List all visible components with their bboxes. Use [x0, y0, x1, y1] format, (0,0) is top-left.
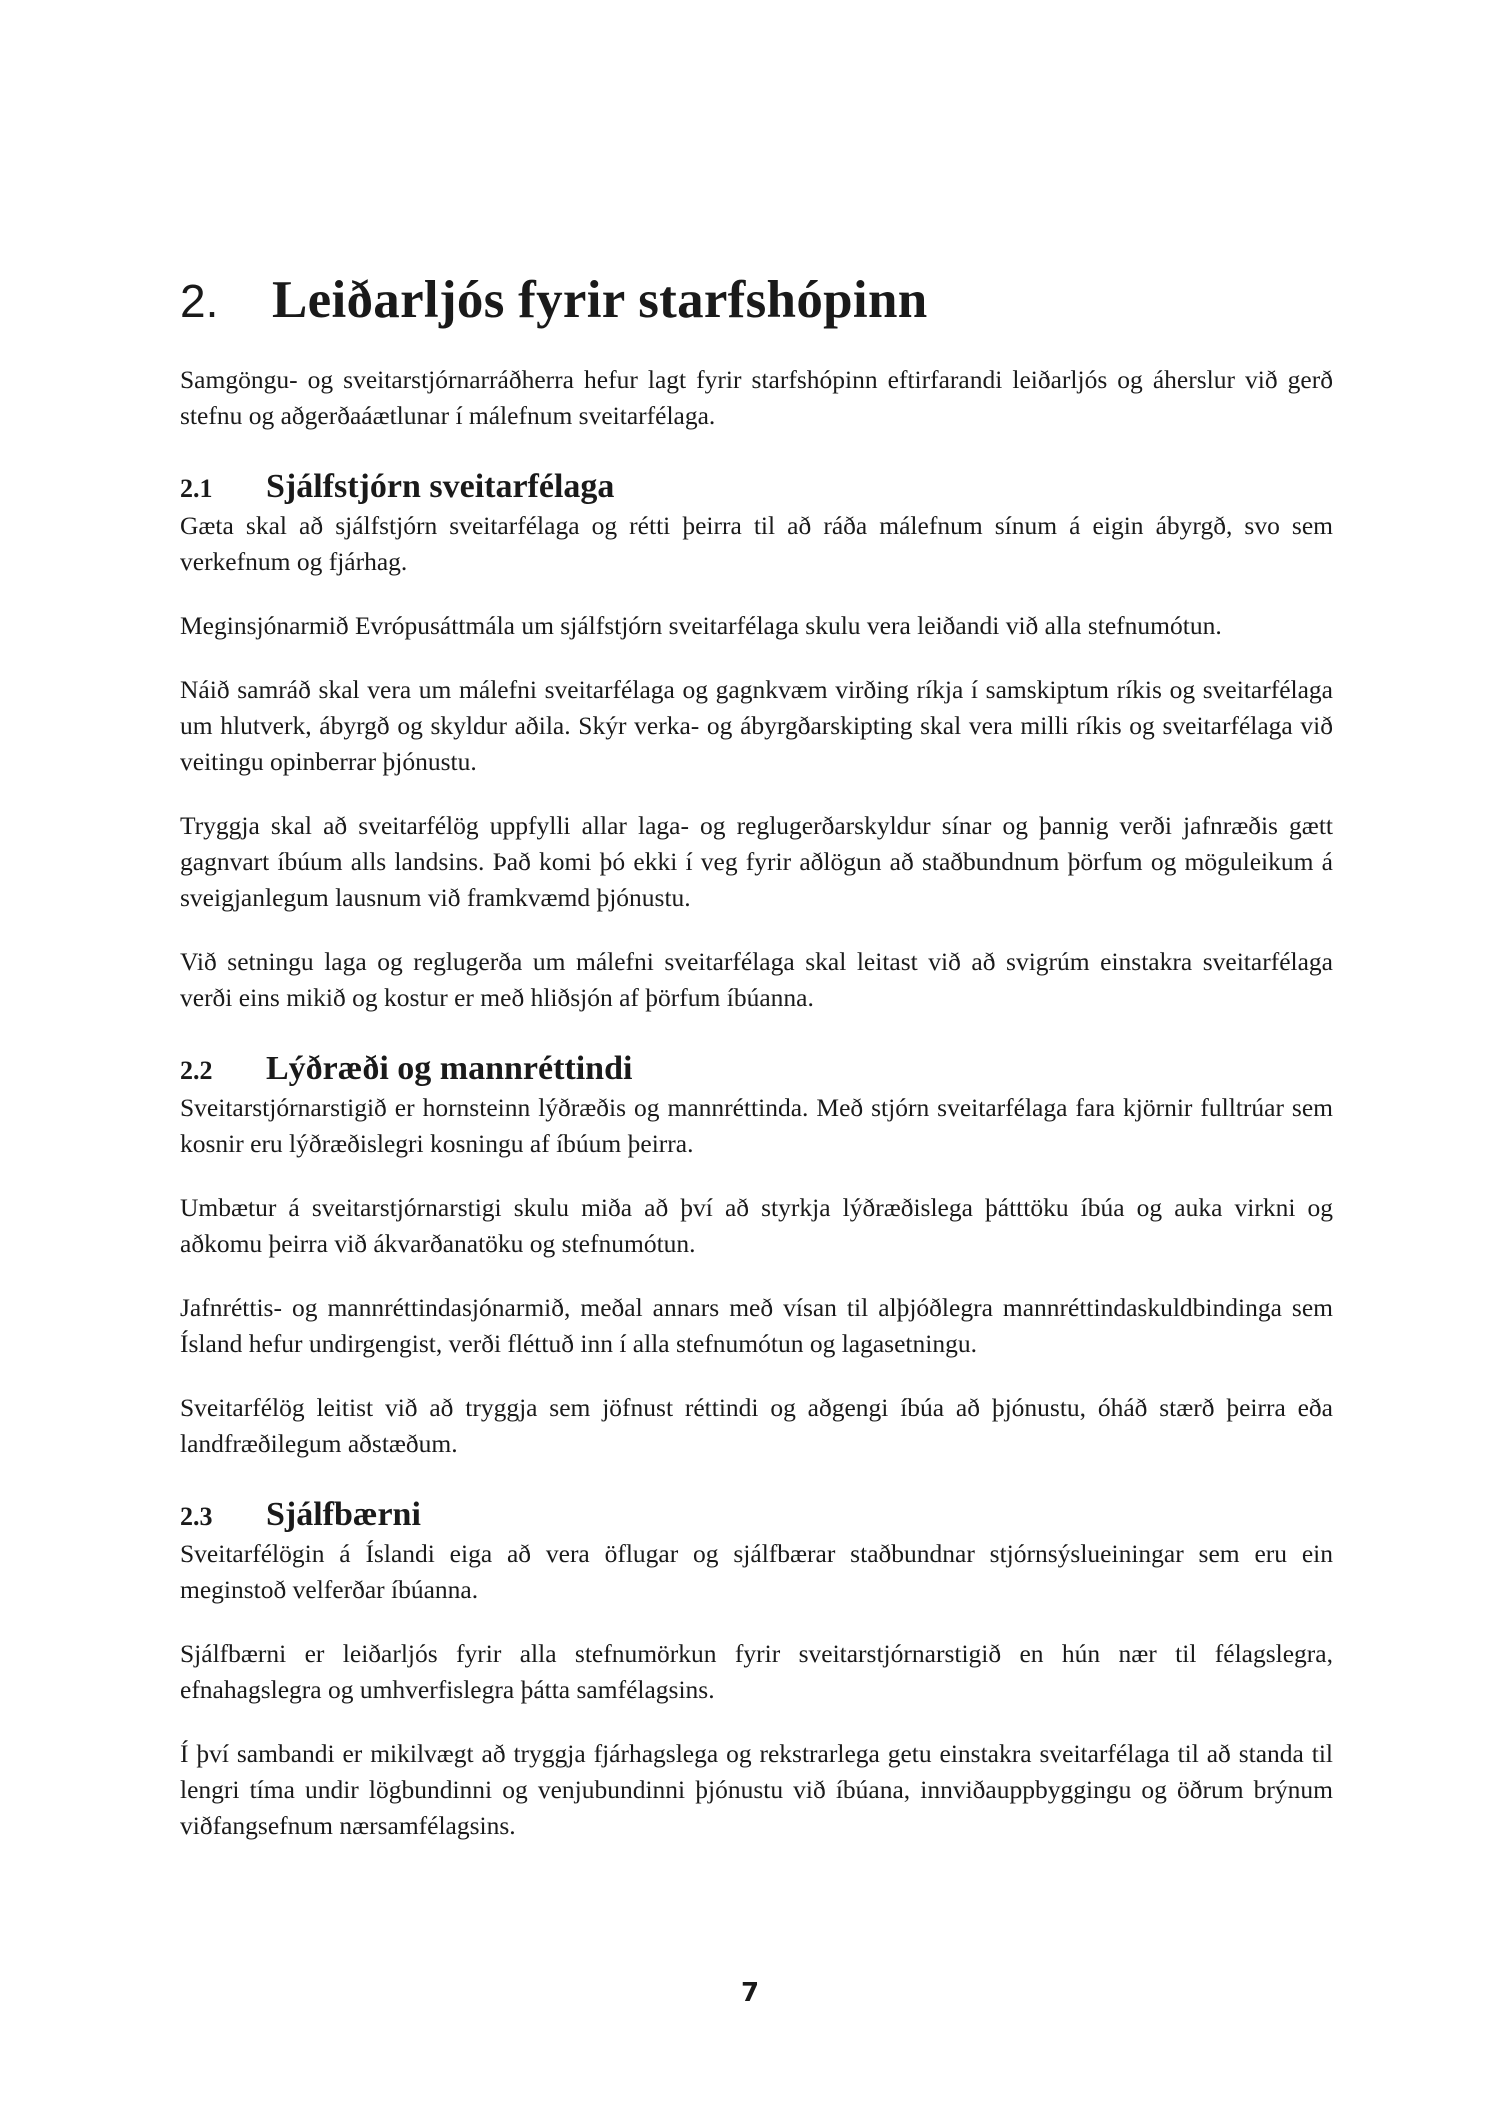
subsection-number: 2.2 [180, 1056, 213, 1085]
paragraph: Sveitarfélög leitist við að tryggja sem jöfnust réttindi og aðgengi íbúa að þjónustu, óháð stærð þeirra eða landfræðilegum aðstæðum. [180, 1393, 1333, 1458]
paragraph: Sveitarfélögin á Íslandi eiga að vera öflugar og sjálfbærar staðbundnar stjórnsýslueiningar sem eru ein meginstoð velferðar íbúanna. [180, 1539, 1333, 1604]
subsection-title: Sjálfstjórn sveitarfélaga [266, 468, 615, 505]
subsection-heading-2-2 [180, 1050, 1333, 1090]
paragraph: Gæta skal að sjálfstjórn sveitarfélaga og rétti þeirra til að ráða málefnum sínum á eigin ábyrgð, svo sem verkefnum og fjárhag. [180, 511, 1333, 576]
paragraph: Við setningu laga og reglugerða um málefni sveitarfélaga skal leitast við að svigrúm einstakra sveitarfélaga verði eins mikið og kostur er með hliðsjón af þörfum íbúanna. [180, 947, 1333, 1012]
paragraph: Sveitarstjórnarstigið er hornsteinn lýðræðis og mannréttinda. Með stjórn sveitarfélaga fara kjörnir fulltrúar sem kosnir eru lýðræðislegri kosningu af íbúum þeirra. [180, 1093, 1333, 1158]
paragraph: Í því sambandi er mikilvægt að tryggja fjárhagslega og rekstrarlega getu einstakra sveitarfélaga til að standa til lengri tíma undir lögbundinni og venjubundinni þjónustu við íbúana, innviðauppbyggingu og öðrum brýnum viðfangsefnum nærsamfélagsins. [180, 1739, 1333, 1840]
paragraph: Umbætur á sveitarstjórnarstigi skulu miða að því að styrkja lýðræðislega þátttöku íbúa og auka virkni og aðkomu þeirra við ákvarðanatöku og stefnumótun. [180, 1193, 1333, 1258]
subsection-title: Lýðræði og mannréttindi [266, 1050, 633, 1087]
section-intro: Samgöngu- og sveitarstjórnarráðherra hefur lagt fyrir starfshópinn eftirfarandi leiðarljós og áherslur við gerð stefnu og aðgerðaáætlunar í málefnum sveitarfélaga. [180, 365, 1333, 430]
subsection-number: 2.1 [180, 474, 213, 503]
paragraph: Náið samráð skal vera um málefni sveitarfélaga og gagnkvæm virðing ríkja í samskiptum ríkis og sveitarfélaga um hlutverk, ábyrgð og skyldur aðila. Skýr verka- og ábyrgðarskipting skal vera milli ríkis og sveitarfélaga við veitingu opinberrar þjónustu. [180, 675, 1333, 776]
paragraph: Tryggja skal að sveitarfélög uppfylli allar laga- og reglugerðarskyldur sínar og þannig verði jafnræðis gætt gagnvart íbúum alls landsins. Það komi þó ekki í veg fyrir aðlögun að staðbundnum þörfum og möguleikum á sveigjanlegum lausnum við framkvæmd þjónustu. [180, 811, 1333, 912]
subsection-heading-2-3 [180, 1496, 1333, 1536]
subsection-number: 2.3 [180, 1502, 213, 1531]
paragraph: Jafnréttis- og mannréttindasjónarmið, meðal annars með vísan til alþjóðlegra mannréttindaskuldbindinga sem Ísland hefur undirgengist, verði fléttuð inn í alla stefnumótun og lagasetningu. [180, 1293, 1333, 1358]
paragraph: Sjálfbærni er leiðarljós fyrir alla stefnumörkun fyrir sveitarstjórnarstigið en hún nær til félagslegra, efnahagslegra og umhverfislegra þátta samfélagsins. [180, 1639, 1333, 1704]
section-title: Leiðarljós fyrir starfshópinn [272, 271, 928, 329]
paragraph: Meginsjónarmið Evrópusáttmála um sjálfstjórn sveitarfélaga skulu vera leiðandi við alla stefnumótun. [180, 611, 1222, 640]
page-number: 7 [740, 1978, 760, 2008]
section-number: 2. [180, 275, 219, 327]
subsection-title: Sjálfbærni [266, 1496, 421, 1533]
section-heading [180, 270, 1333, 340]
document-page [180, 270, 1333, 1844]
subsection-heading-2-1 [180, 468, 1333, 508]
